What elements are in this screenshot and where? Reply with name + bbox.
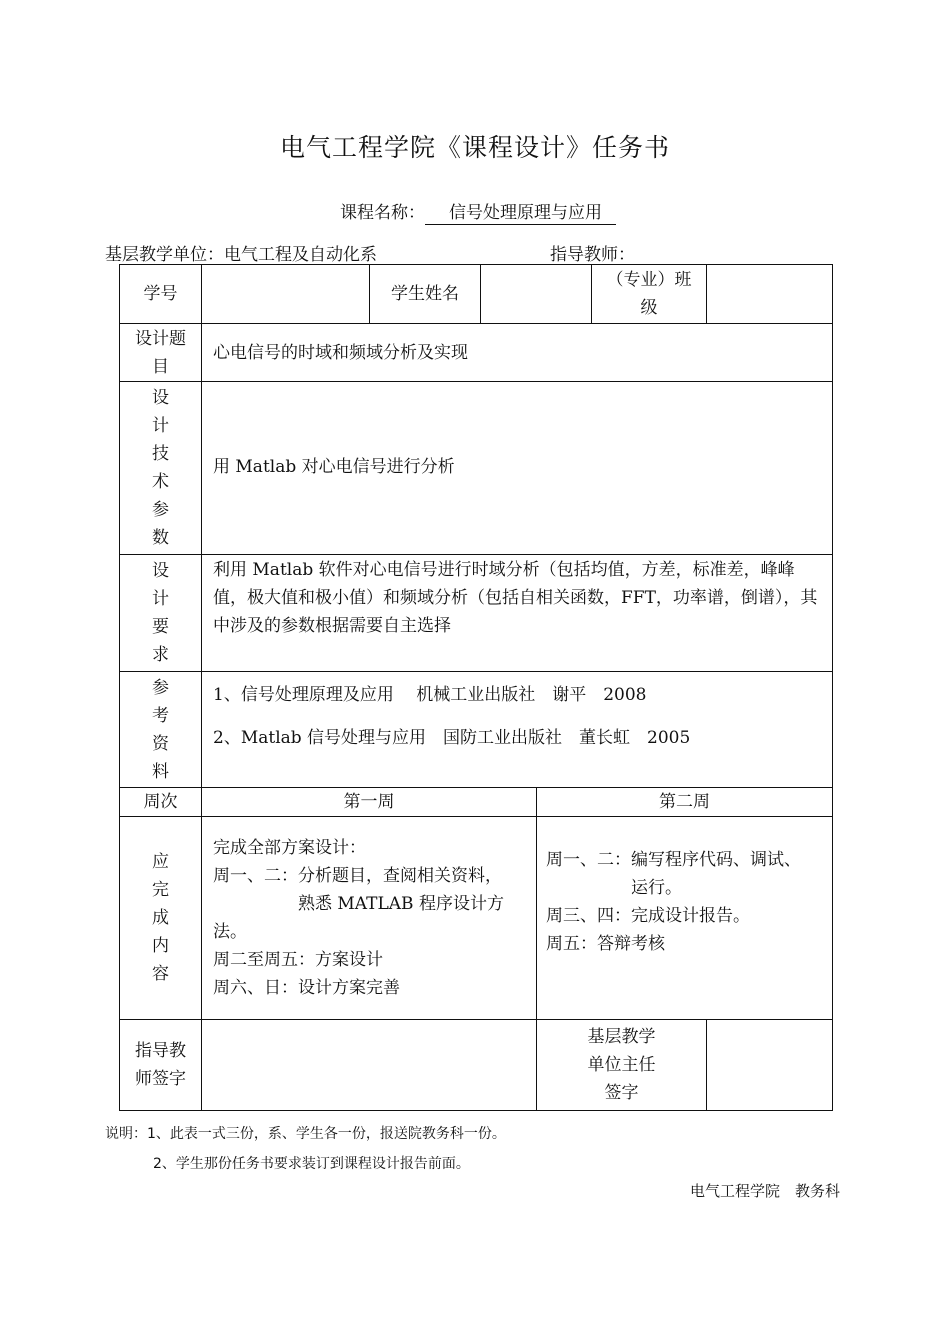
student-name-label: 学生姓名 xyxy=(370,265,481,324)
row-requirements xyxy=(120,555,833,672)
tech-label-char: 数 xyxy=(152,528,169,548)
row-tech-params xyxy=(120,382,833,555)
ref-label-char: 参 xyxy=(152,677,169,698)
week1-line: 周一、二：分析题目，查阅相关资料， xyxy=(213,866,502,886)
req-label-char: 计 xyxy=(152,589,169,609)
page-title: 电气工程学院《课程设计》任务书 xyxy=(279,133,670,162)
row-student-info xyxy=(120,265,833,324)
references-label xyxy=(120,672,202,788)
tech-label-char: 计 xyxy=(152,416,169,436)
advisor-sign-line: 指导教 xyxy=(135,1041,186,1061)
week1-header: 第一周 xyxy=(202,788,537,817)
unit-head-line: 签字 xyxy=(604,1083,639,1103)
advisor-label: 指导教师： xyxy=(550,245,635,265)
topic-value: 心电信号的时域和频域分析及实现 xyxy=(202,324,833,382)
row-topic xyxy=(120,324,833,382)
course-name-label: 课程名称： xyxy=(340,203,425,223)
student-name-field[interactable] xyxy=(481,265,592,324)
week1-line: 周二至周五：方案设计 xyxy=(213,950,383,970)
student-id-label: 学号 xyxy=(120,265,202,324)
week2-line: 周三、四：完成设计报告。 xyxy=(546,906,750,926)
course-name-value: 信号处理原理与应用 xyxy=(425,198,616,225)
week1-line: 周六、日：设计方案完善 xyxy=(213,978,400,998)
ref-label-char: 考 xyxy=(152,705,169,726)
content-label-char: 内 xyxy=(152,936,169,956)
content-label xyxy=(120,817,202,1020)
tech-label-char: 设 xyxy=(152,388,169,408)
tech-label-char: 技 xyxy=(152,444,169,464)
unit-head-signature-label xyxy=(537,1020,707,1111)
content-label-char: 容 xyxy=(152,964,169,984)
content-label-char: 应 xyxy=(152,852,169,872)
course-name-line xyxy=(340,198,616,225)
week2-line: 运行。 xyxy=(546,878,682,898)
class-label-line: （专业）班 xyxy=(606,270,692,290)
requirements-value: 利用 Matlab 软件对心电信号进行时域分析（包括均值，方差，标准差，峰峰值，极大值和极小值）和频域分析（包括自相关函数，FFT，功率谱，倒谱），其中涉及的参数根据需要自主选择 xyxy=(202,555,833,672)
week2-content xyxy=(537,817,833,1020)
content-label-char: 完 xyxy=(152,880,169,900)
week-label: 周次 xyxy=(120,788,202,817)
row-references xyxy=(120,672,833,788)
content-label-char: 成 xyxy=(152,908,169,928)
advisor-sign-line: 师签字 xyxy=(135,1069,186,1089)
req-label-char: 要 xyxy=(152,617,169,637)
row-signatures xyxy=(120,1020,833,1111)
req-label-char: 求 xyxy=(152,645,169,665)
unit-head-signature-field[interactable] xyxy=(707,1020,833,1111)
tech-params-label xyxy=(120,382,202,555)
note-line-2: 2、学生那份任务书要求装订到课程设计报告前面。 xyxy=(153,1156,470,1172)
row-weekly-content xyxy=(120,817,833,1020)
unit-head-line: 基层教学 xyxy=(587,1027,656,1047)
unit-head-line: 单位主任 xyxy=(587,1055,656,1075)
topic-label xyxy=(120,324,202,382)
ref-label-char: 资 xyxy=(152,733,169,754)
footer-issuer: 电气工程学院 教务科 xyxy=(690,1182,841,1200)
week2-header: 第二周 xyxy=(537,788,833,817)
ref-label-char: 料 xyxy=(152,761,169,782)
references-value xyxy=(202,672,833,788)
week1-line: 熟悉 MATLAB 程序设计方法。 xyxy=(213,894,504,942)
tech-label-char: 术 xyxy=(152,472,169,492)
week1-line: 完成全部方案设计： xyxy=(213,838,366,858)
class-field[interactable] xyxy=(707,265,833,324)
requirements-label xyxy=(120,555,202,672)
topic-label-line: 目 xyxy=(152,356,169,377)
note-line-1: 说明：1、此表一式三份，系、学生各一份，报送院教务科一份。 xyxy=(105,1126,506,1142)
advisor-signature-field[interactable] xyxy=(202,1020,537,1111)
class-label xyxy=(592,265,707,324)
topic-label-line: 设计题 xyxy=(135,328,186,349)
tech-params-value: 用 Matlab 对心电信号进行分析 xyxy=(202,382,833,555)
student-id-field[interactable] xyxy=(202,265,370,324)
week2-line: 周一、二：编写程序代码、调试、 xyxy=(546,850,801,870)
week1-content xyxy=(202,817,537,1020)
class-label-line: 级 xyxy=(640,298,658,318)
reference-item: 2、Matlab 信号处理与应用 国防工业出版社 董长虹 2005 xyxy=(213,728,691,748)
req-label-char: 设 xyxy=(152,561,169,581)
advisor-signature-label xyxy=(120,1020,202,1111)
teaching-unit: 基层教学单位：电气工程及自动化系 xyxy=(105,245,377,265)
task-form-table xyxy=(119,264,833,1111)
reference-item: 1、信号处理原理及应用 机械工业出版社 谢平 2008 xyxy=(213,685,647,705)
row-week-header xyxy=(120,788,833,817)
tech-label-char: 参 xyxy=(152,500,169,520)
week2-line: 周五：答辩考核 xyxy=(546,934,665,954)
